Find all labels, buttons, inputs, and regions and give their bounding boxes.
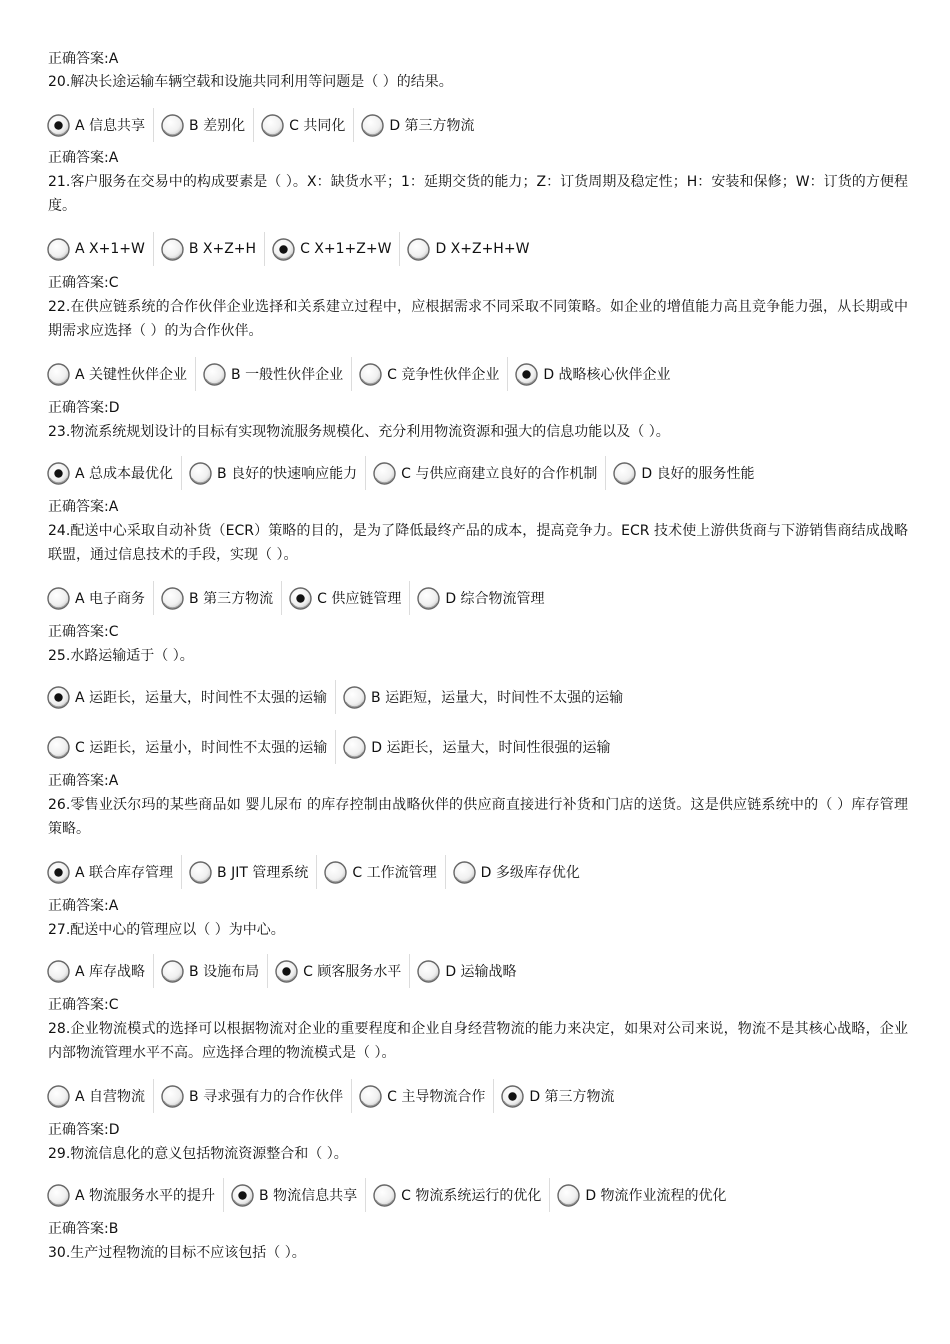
radio-icon[interactable] [342,735,367,760]
radio-icon[interactable] [260,113,285,138]
radio-icon[interactable] [358,362,383,387]
radio-icon[interactable] [46,735,71,760]
question-25-text: 25.水路运输适于（ ）。 [48,648,194,664]
radio-selected-dot [54,469,62,477]
question-23-text: 23.物流系统规划设计的目标有实现物流服务规模化、充分利用物流资源和强大的信息功能以及（ ）。 [48,424,670,440]
radio-icon[interactable] [46,113,71,138]
radio-icon[interactable] [46,1183,71,1208]
radio-icon[interactable] [271,237,296,262]
radio-icon[interactable] [358,1084,383,1109]
radio-icon[interactable] [46,1084,71,1109]
radio-icon[interactable] [46,362,71,387]
option-q25-a[interactable]: A 运距长，运量大，时间性不太强的运输 [46,680,336,714]
answer-text-19: 正确答案:A [48,51,119,67]
radio-icon[interactable] [323,860,348,885]
options-q25-row1 [46,680,637,714]
radio-icon[interactable] [46,959,71,984]
answer-text-25: 正确答案:A [48,773,119,789]
question-22-text: 22.在供应链系统的合作伙伴企业选择和关系建立过程中，应根据需求不同采取不同策略。如企业的增值能力高且竞争能力强，从长期或中期需求应选择（ ）的为合作伙伴。 [48,299,908,339]
option-q25-c[interactable]: C 运距长，运量小，时间性不太强的运输 [46,730,336,764]
answer-text-27: 正确答案:C [48,997,119,1013]
answer-text-20: 正确答案:A [48,150,119,166]
radio-selected-dot [238,1191,246,1199]
radio-icon[interactable] [556,1183,581,1208]
option-q26-d[interactable]: D 多级库存优化 [452,855,588,889]
option-q29-d[interactable]: D 物流作业流程的优化 [556,1178,734,1212]
question-29-text: 29.物流信息化的意义包括物流资源整合和（ ）。 [48,1146,348,1162]
radio-icon[interactable] [288,586,313,611]
answer-text-21: 正确答案:C [48,275,119,291]
radio-icon[interactable] [188,461,213,486]
option-q29-a[interactable]: A 物流服务水平的提升 [46,1178,224,1212]
answer-text-22: 正确答案:D [48,400,120,416]
radio-icon[interactable] [514,362,539,387]
option-q22-b[interactable]: B 一般性伙伴企业 [202,357,352,391]
option-q20-d[interactable]: D 第三方物流 [360,108,482,142]
radio-icon[interactable] [452,860,477,885]
options-q20 [46,108,489,142]
options-q23 [46,456,769,490]
option-q24-c[interactable]: C 供应链管理 [288,581,410,615]
option-q23-d[interactable]: D 良好的服务性能 [612,456,762,490]
options-q25-row2 [46,730,624,764]
radio-selected-dot [54,693,62,701]
option-q22-d[interactable]: D 战略核心伙伴企业 [514,357,678,391]
question-28-text: 28.企业物流模式的选择可以根据物流对企业的重要程度和企业自身经营物流的能力来决定，如果对公司来说，物流不是其核心战略，企业内部物流管理水平不高。应选择合理的物流模式是（ ）。 [48,1021,908,1061]
option-q27-d[interactable]: D 运输战略 [416,954,524,988]
options-q29 [46,1178,741,1212]
radio-selected-dot [279,245,287,253]
radio-icon[interactable] [160,113,185,138]
radio-icon[interactable] [230,1183,255,1208]
radio-icon[interactable] [46,237,71,262]
option-q24-b[interactable]: B 第三方物流 [160,581,282,615]
answer-text-28: 正确答案:D [48,1122,120,1138]
radio-icon[interactable] [500,1084,525,1109]
option-q28-a[interactable]: A 自营物流 [46,1079,154,1113]
option-q22-a[interactable]: A 关键性伙伴企业 [46,357,196,391]
option-q28-d[interactable]: D 第三方物流 [500,1079,622,1113]
radio-icon[interactable] [160,586,185,611]
option-q25-b[interactable]: B 运距短，运量大，时间性不太强的运输 [342,680,631,714]
option-q27-a[interactable]: A 库存战略 [46,954,154,988]
option-q26-c[interactable]: C 工作流管理 [323,855,445,889]
options-q27 [46,954,531,988]
radio-selected-dot [54,121,62,129]
radio-icon[interactable] [46,461,71,486]
option-q28-c[interactable]: C 主导物流合作 [358,1079,494,1113]
option-q26-a[interactable]: A 联合库存管理 [46,855,182,889]
option-q21-a[interactable]: A X+1+W [46,232,154,266]
question-24-text: 24.配送中心采取自动补货（ECR）策略的目的，是为了降低最终产品的成本，提高竞争力。ECR 技术使上游供货商与下游销售商结成战略联盟，通过信息技术的手段，实现（ ）。 [48,523,908,563]
options-q28 [46,1079,629,1113]
option-q25-d[interactable]: D 运距长，运量大，时间性很强的运输 [342,730,618,764]
answer-text-26: 正确答案:A [48,898,119,914]
radio-icon[interactable] [372,1183,397,1208]
radio-icon[interactable] [416,959,441,984]
option-q24-d[interactable]: D 综合物流管理 [416,581,552,615]
option-q29-c[interactable]: C 物流系统运行的优化 [372,1178,550,1212]
radio-selected-dot [509,1092,517,1100]
radio-icon[interactable] [416,586,441,611]
question-27-text: 27.配送中心的管理应以（ ）为中心。 [48,922,285,938]
radio-icon[interactable] [406,237,431,262]
option-q21-c[interactable]: C X+1+Z+W [271,232,400,266]
radio-icon[interactable] [202,362,227,387]
answer-text-29: 正确答案:B [48,1221,119,1237]
radio-icon[interactable] [160,1084,185,1109]
question-21-text: 21.客户服务在交易中的构成要素是（ ）。X：缺货水平；1：延期交货的能力；Z：订货周期及稳定性；H：安装和保修；W：订货的方便程度。 [48,174,908,214]
options-q24 [46,581,559,615]
radio-icon[interactable] [46,685,71,710]
radio-selected-dot [523,370,531,378]
option-q20-c[interactable]: C 共同化 [260,108,354,142]
option-q27-b[interactable]: B 设施布局 [160,954,268,988]
option-q20-a[interactable]: A 信息共享 [46,108,154,142]
question-26-text: 26.零售业沃尔玛的某些商品如 婴儿尿布 的库存控制由战略伙伴的供应商直接进行补货和门店的送货。这是供应链系统中的（ ）库存管理策略。 [48,797,908,837]
option-q28-b[interactable]: B 寻求强有力的合作伙伴 [160,1079,352,1113]
option-q27-c[interactable]: C 顾客服务水平 [274,954,410,988]
radio-icon[interactable] [612,461,637,486]
radio-icon[interactable] [342,685,367,710]
question-20-text: 20.解决长途运输车辆空载和设施共同利用等问题是（ ）的结果。 [48,74,453,90]
options-q26 [46,855,594,889]
radio-icon[interactable] [160,959,185,984]
options-q22 [46,357,685,391]
radio-icon[interactable] [360,113,385,138]
option-q21-b[interactable]: B X+Z+H [160,232,265,266]
option-q23-b[interactable]: B 良好的快速响应能力 [188,456,366,490]
option-q21-d[interactable]: D X+Z+H+W [406,232,537,266]
radio-selected-dot [296,594,304,602]
options-q21 [46,232,543,266]
radio-icon[interactable] [46,586,71,611]
radio-icon[interactable] [160,237,185,262]
radio-icon[interactable] [46,860,71,885]
option-q22-c[interactable]: C 竞争性伙伴企业 [358,357,508,391]
option-q26-b[interactable]: B JIT 管理系统 [188,855,317,889]
answer-text-24: 正确答案:C [48,624,119,640]
answer-text-23: 正确答案:A [48,499,119,515]
option-q20-b[interactable]: B 差别化 [160,108,254,142]
option-q23-a[interactable]: A 总成本最优化 [46,456,182,490]
radio-icon[interactable] [188,860,213,885]
radio-selected-dot [54,868,62,876]
option-q23-c[interactable]: C 与供应商建立良好的合作机制 [372,456,606,490]
question-30-text: 30.生产过程物流的目标不应该包括（ ）。 [48,1245,306,1261]
radio-icon[interactable] [372,461,397,486]
option-q29-b[interactable]: B 物流信息共享 [230,1178,366,1212]
radio-selected-dot [282,967,290,975]
option-q24-a[interactable]: A 电子商务 [46,581,154,615]
radio-icon[interactable] [274,959,299,984]
